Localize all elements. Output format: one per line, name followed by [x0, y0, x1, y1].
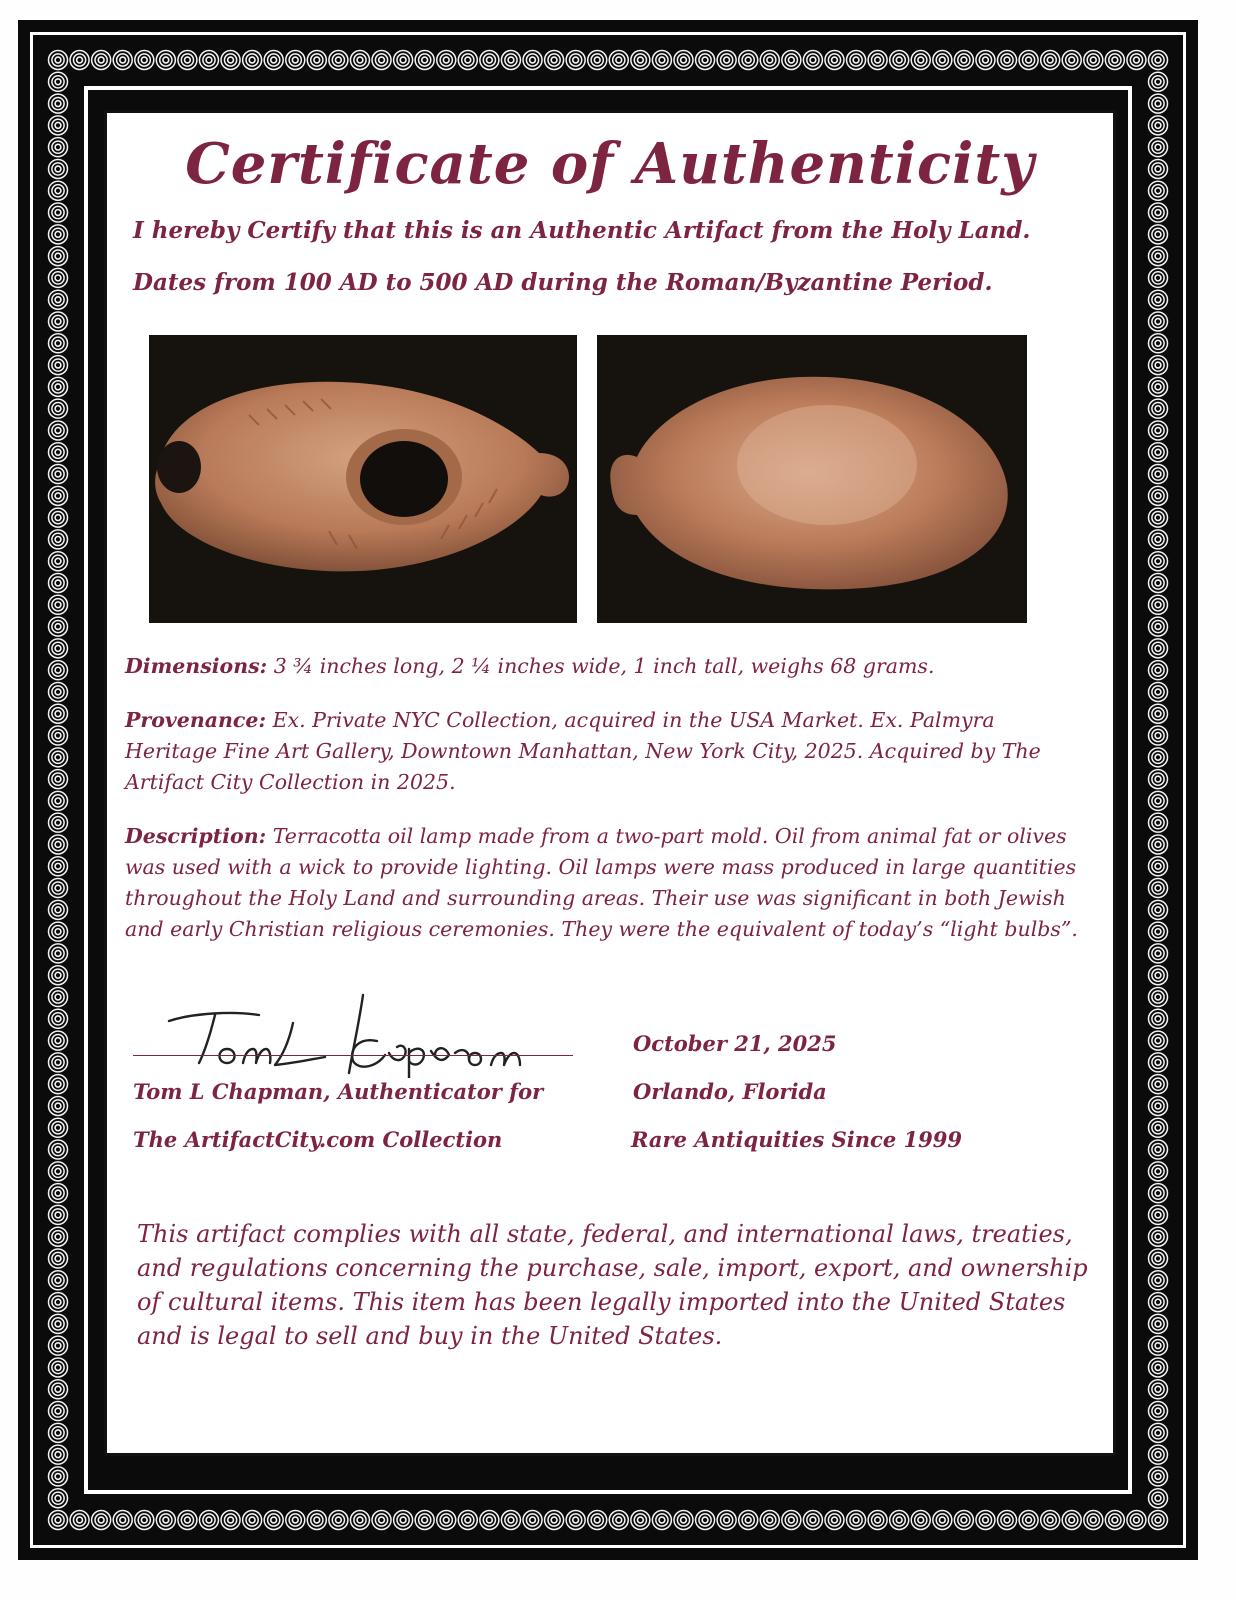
certificate-title: Certificate of Authenticity — [185, 131, 1035, 197]
signed-location: Orlando, Florida — [633, 1079, 827, 1104]
dimensions-text: 3 ¾ inches long, 2 ¼ inches wide, 1 inch tall, weighs 68 grams. — [273, 654, 935, 678]
signature-line — [133, 1055, 573, 1056]
artifact-photos — [149, 335, 1027, 623]
certify-statement: I hereby Certify that this is an Authentic Artifact from the Holy Land. — [133, 217, 1031, 244]
dimensions-label: Dimensions: — [125, 654, 268, 678]
description-paragraph — [125, 821, 1079, 945]
oil-lamp-bottom-view-image — [597, 335, 1027, 623]
certificate-panel — [104, 110, 1116, 1456]
collection-name: The ArtifactCity.com Collection — [133, 1127, 503, 1152]
handwritten-signature — [163, 983, 543, 1078]
dimensions-paragraph — [125, 651, 1079, 682]
signed-date: October 21, 2025 — [633, 1031, 837, 1056]
provenance-text: Ex. Private NYC Collection, acquired in the USA Market. Ex. Palmyra Heritage Fine Art Gallery, Downtown Manhattan, New York City, 2025. Acquired by The Artifact City Collection in 2025. — [125, 708, 1041, 794]
description-label: Description: — [125, 824, 267, 848]
legal-compliance-statement: This artifact complies with all state, federal, and international laws, treaties, and regulations concerning the purchase, sale, import, export, and ownership of cultural items. This item has been legally imported into the United States and is legal to sell and buy in the United States. — [137, 1220, 1088, 1350]
business-since: Rare Antiquities Since 1999 — [631, 1127, 962, 1152]
description-text: Terracotta oil lamp made from a two-part mold. Oil from animal fat or olives was used with a wick to provide lighting. Oil lamps were mass produced in large quantities throughout the Holy Land and surrounding areas. Their use was significant in both Jewish and early Christian religious ceremonies. They were the equivalent of today’s “light bulbs”. — [125, 824, 1078, 941]
provenance-label: Provenance: — [125, 708, 267, 732]
provenance-paragraph — [125, 705, 1079, 798]
oil-lamp-top-view-image — [149, 335, 577, 623]
signature-block — [133, 983, 573, 1133]
period-statement: Dates from 100 AD to 500 AD during the Roman/Byzantine Period. — [133, 269, 993, 296]
authenticator-name: Tom L Chapman, Authenticator for — [133, 1079, 544, 1104]
